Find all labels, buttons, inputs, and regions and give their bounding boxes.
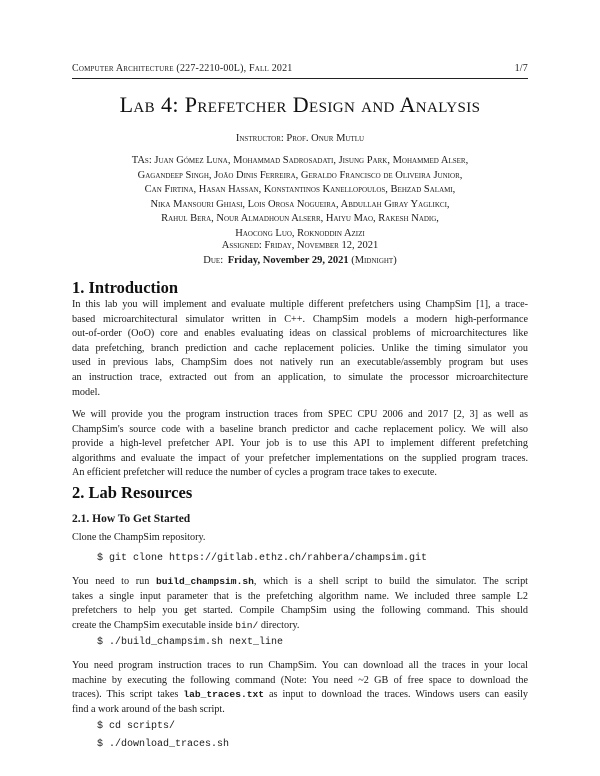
- section-heading-introduction: 1. Introduction: [72, 278, 179, 297]
- text-run: create the ChampSim executable inside: [72, 619, 236, 631]
- course-name: Computer Architecture (227-2210-00L), Fall 2021: [72, 63, 293, 74]
- ta-line: Haocong Luo, Roknoddin Azizi: [235, 227, 365, 239]
- page-number: 1/7: [514, 63, 528, 74]
- due-date-line: [72, 254, 528, 269]
- ta-line: Nika Mansouri Ghiasi, Lois Orosa Nogueira, Abdullah Giray Yaglikci,: [150, 198, 450, 210]
- due-time: (Midnight): [351, 254, 397, 266]
- text-run: You need to run: [72, 576, 156, 587]
- running-header: [72, 63, 528, 74]
- build-paragraph: [72, 575, 528, 633]
- inline-code: build_champsim.sh: [155, 576, 254, 587]
- dates-block: [72, 239, 528, 268]
- intro-paragraph-2: [72, 408, 528, 481]
- text-run: as input to download the traces. Windows users can easily: [263, 689, 528, 701]
- text-line: an instruction trace, extracted out from an application, to simulate the processor microarchitecture: [72, 371, 528, 383]
- text-line: takes a single input parameter that is the prefetching algorithm name. We included three sample L2: [72, 590, 528, 602]
- code-cd-scripts: $ cd scripts/: [97, 721, 176, 732]
- subsection-heading-get-started: 2.1. How To Get Started: [72, 513, 191, 525]
- text-line: data prefetching, branch prediction and cache replacement policies. Unlike the timing simulator you: [72, 342, 528, 354]
- code-git-clone: $ git clone https://gitlab.ethz.ch/rahbera/champsim.git: [97, 553, 428, 564]
- text-run: , which is a shell script to build the simulator. The script: [253, 576, 528, 587]
- assigned-date: Assigned: Friday, November 12, 2021: [221, 240, 379, 251]
- text-line: based microarchitectural simulator written in C++. ChampSim models a modern high-performance: [72, 313, 528, 325]
- code-download-traces: $ ./download_traces.sh: [97, 739, 230, 750]
- ta-list: [72, 154, 528, 242]
- ta-line: Gagandeep Singh, João Dinis Ferreira, Geraldo Francisco de Oliveira Junior,: [137, 169, 463, 181]
- text-line: ChampSim's source code with a baseline branch predictor and cache replacement policy. We will also: [72, 423, 528, 435]
- due-label: Due:: [203, 254, 224, 266]
- text-line: You need program instruction traces to run ChampSim. You can download all the traces in your local: [72, 660, 528, 671]
- text-run: directory.: [258, 619, 300, 631]
- text-line: We will provide you the program instruction traces from SPEC CPU 2006 and 2017 [2, 3] as well as: [72, 409, 528, 420]
- text-line: [72, 575, 528, 590]
- header-rule: [72, 78, 528, 79]
- text-line: prefetchers to help you get started. Compile ChampSim using the following command. This should: [72, 605, 528, 617]
- code-build-champsim: $ ./build_champsim.sh next_line: [97, 637, 284, 648]
- text-line: [72, 688, 528, 703]
- traces-paragraph: [72, 659, 528, 717]
- text-line: out-of-order (OoO) core and enables evaluating ideas on classical problems of microarchitectures like: [72, 328, 528, 340]
- inline-code: lab_traces.txt: [183, 689, 264, 701]
- text-line: Clone the ChampSim repository.: [72, 532, 206, 543]
- clone-instruction: [72, 531, 528, 546]
- ta-line: Rahul Bera, Nour Almadhoun Alserr, Haiyu Mao, Rakesh Nadig,: [161, 213, 439, 225]
- text-line: used in previous labs, ChampSim does not natively run an executable/assembly program but uses: [72, 357, 528, 369]
- instructor-line: Instructor: Prof. Onur Mutlu: [235, 133, 365, 144]
- inline-code: bin/: [235, 619, 259, 631]
- text-line: An efficient prefetcher will reduce the number of cycles a program trace takes to execute.: [72, 467, 437, 479]
- document-title: Lab 4: Prefetcher Design and Analysis: [119, 92, 481, 117]
- text-line: provide a high-level prefetcher API. Your job is to use this API to implement different prefetching: [72, 438, 528, 450]
- section-heading-lab-resources: 2. Lab Resources: [72, 483, 193, 502]
- text-line: find a work around of the bash script.: [72, 703, 225, 715]
- text-line: model.: [72, 386, 101, 398]
- text-line: [72, 619, 528, 634]
- text-run: traces). This script takes: [72, 689, 184, 701]
- ta-line: TAs: Juan Gómez Luna, Mohammad Sadrosadati, Jisung Park, Mohammed Alser,: [131, 155, 469, 166]
- due-date: Friday, November 29, 2021: [227, 254, 349, 266]
- ta-line: Can Firtina, Hasan Hassan, Konstantinos Kanellopoulos, Behzad Salami,: [144, 184, 456, 196]
- text-line: algorithms and evaluate the impact of your prefetcher implementations on the supplied program traces.: [72, 452, 528, 464]
- intro-paragraph-1: [72, 298, 528, 400]
- text-line: machine by executing the following command (Note: You need ~2 GB of free space to download the: [72, 674, 528, 686]
- text-line: In this lab you will implement and evaluate multiple different prefetchers using ChampSim [1], a trace-: [72, 299, 528, 310]
